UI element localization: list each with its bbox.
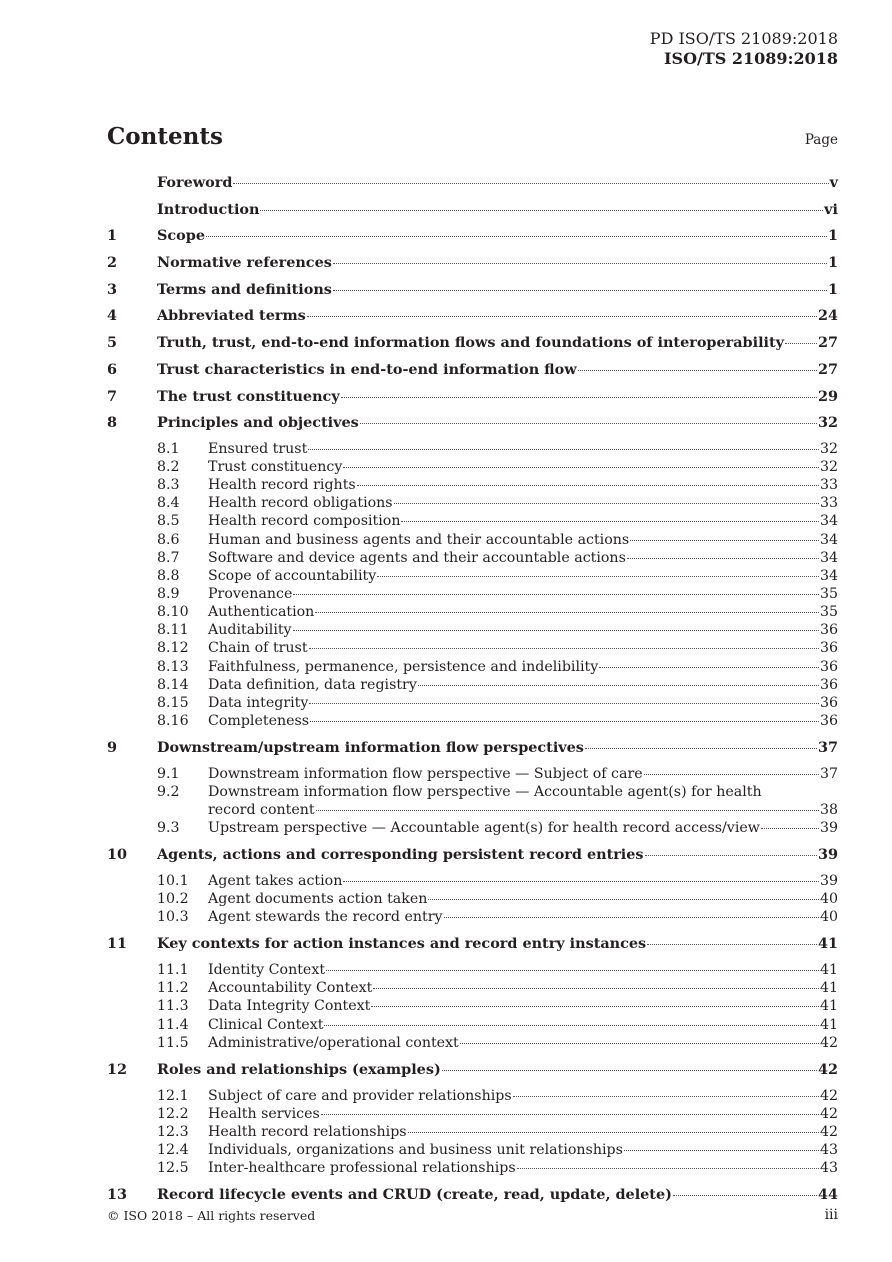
toc-subsection-entry[interactable] [107,477,838,495]
dot-leader [761,828,819,829]
toc-entry-page: 32 [817,414,838,432]
toc-subsection-entry[interactable] [107,568,838,586]
dot-leader [630,540,819,541]
dot-leader [333,263,827,264]
toc-entry-title: Foreword [157,174,233,191]
toc-entry-title: Key contexts for action instances and record entry instances [157,935,647,953]
toc-entry-title: Downstream/upstream information flow perspectives [157,739,584,757]
dot-leader [315,612,819,613]
toc-subsection-entry[interactable] [107,980,838,998]
table-of-contents [107,174,838,1213]
toc-section-entry[interactable] [107,334,838,361]
page-title: Contents [107,123,223,150]
toc-entry-page: 41 [819,962,838,979]
toc-entry-number: 9.3 [157,820,180,837]
toc-entry-title: Agent documents action taken [208,891,428,908]
toc-section-entry[interactable] [107,388,838,415]
document-header [650,29,838,69]
dot-leader [513,1096,819,1097]
toc-entry-title: Abbreviated terms [157,307,306,325]
toc-entry-number: 8.15 [157,694,189,711]
toc-entry-number: 5 [107,334,118,352]
dot-leader [357,485,819,486]
toc-entry-title: Agent stewards the record entry [208,909,443,926]
toc-entry-number: 1 [107,227,118,245]
toc-entry-page: 32 [819,440,838,457]
dot-leader [599,667,819,668]
toc-entry-title: Human and business agents and their accountable actions [208,531,630,548]
toc-entry-title: Authentication [208,604,315,621]
toc-subsection-entry[interactable] [107,586,838,604]
dot-leader [360,423,817,424]
dot-leader [578,370,817,371]
toc-entry-number: 8.1 [157,440,180,457]
toc-subsection-entry[interactable] [107,459,838,477]
dot-leader [321,1114,819,1115]
toc-entry-page: 44 [817,1186,838,1204]
toc-entry-number: 12.3 [157,1123,189,1140]
toc-entry-title: Terms and definitions [157,280,332,298]
toc-entry-number: 8.7 [157,549,180,566]
toc-entry-page: 35 [819,586,838,602]
toc-entry-page: 42 [819,1034,838,1051]
toc-entry-title: Roles and relationships (examples) [157,1060,441,1078]
toc-entry-page: 36 [819,712,838,729]
dot-leader [428,899,819,900]
toc-entry-title: Normative references [157,254,332,272]
dot-leader [627,558,819,559]
dot-leader [585,748,817,749]
toc-entry-number: 3 [107,280,118,298]
toc-subsection-entry[interactable] [107,604,838,622]
toc-entry-page: v [829,174,838,191]
toc-subsection-entry[interactable] [107,1088,838,1106]
toc-entry-page: 1 [827,254,838,272]
toc-entry-title: Health record obligations [208,495,393,512]
toc-subsection-entry[interactable] [107,695,838,713]
toc-entry-title: Ensured trust [208,440,308,457]
dot-leader [316,810,819,811]
toc-subsection-entry[interactable] [107,820,838,838]
toc-entry-number: 12.5 [157,1160,189,1177]
toc-subsection-entry[interactable] [107,873,838,891]
toc-entry-page: 36 [819,676,838,693]
toc-entry-page: 1 [827,280,838,298]
toc-entry-title: Chain of trust [208,640,308,657]
toc-entry-number: 6 [107,360,118,378]
dot-leader [343,467,819,468]
toc-entry-title: Principles and objectives [157,414,359,432]
toc-entry-page: 42 [819,1105,838,1122]
toc-entry-title: Software and device agents and their accountable actions [208,549,626,566]
toc-entry-page: 32 [819,459,838,476]
toc-entry-page: 39 [819,873,838,890]
toc-entry-title: Health services [208,1105,320,1122]
toc-subsection-entry[interactable] [107,1017,838,1035]
dot-leader [341,397,817,398]
toc-entry-title: Inter-healthcare professional relationships [208,1160,516,1177]
toc-entry-title: Data integrity [208,694,309,711]
dot-leader [517,1168,819,1169]
dot-leader [307,316,817,317]
dot-leader [624,1150,819,1151]
toc-entry-title: Subject of care and provider relationships [208,1087,512,1104]
toc-entry-number: 4 [107,307,118,325]
toc-entry-title: Trust constituency [208,459,343,476]
toc-entry-number: 11 [107,935,128,953]
toc-entry-page: 40 [819,909,838,926]
toc-entry-page: 36 [819,694,838,711]
toc-entry-page: 34 [819,531,838,548]
toc-entry-page: 36 [819,658,838,675]
dot-leader [333,290,827,291]
toc-section-entry[interactable] [107,846,838,873]
toc-entry-title: Individuals, organizations and business unit relationships [208,1141,623,1158]
toc-entry-page: 42 [819,1087,838,1104]
toc-entry-number: 8.8 [157,567,180,584]
toc-entry-number: 8.10 [157,604,189,621]
toc-entry-title-continued: record content [208,802,315,819]
toc-entry-number: 11.1 [157,962,189,979]
toc-entry-title: Record lifecycle events and CRUD (create, read, update, delete) [157,1186,672,1204]
toc-entry-page: vi [824,200,838,218]
toc-entry-number: 8.5 [157,513,180,530]
toc-entry-number: 12.4 [157,1141,189,1158]
toc-subsection-entry[interactable] [107,1142,838,1160]
toc-subsection-entry[interactable] [107,622,838,640]
toc-entry-title: Trust characteristics in end-to-end information flow [157,360,577,378]
toc-entry-number: 8.14 [157,676,189,693]
toc-subsection-entry[interactable] [107,766,838,784]
toc-section-entry[interactable] [107,935,838,962]
toc-entry-number: 9.2 [157,783,180,800]
toc-entry-page: 34 [819,549,838,566]
toc-subsection-entry[interactable] [107,1106,838,1124]
toc-subsection-entry[interactable] [107,441,838,459]
dot-leader [324,1025,819,1026]
toc-entry-title: Health record composition [208,513,401,530]
toc-subsection-entry[interactable] [107,640,838,658]
toc-entry-number: 10.3 [157,909,189,926]
toc-entry-page: 36 [819,640,838,657]
dot-leader [293,630,819,631]
toc-subsection-entry[interactable] [107,784,838,802]
toc-entry-title: Health record rights [208,477,356,494]
toc-entry-title: Identity Context [208,962,326,979]
toc-entry-page: 1 [827,227,838,245]
toc-entry-number: 11.4 [157,1016,189,1033]
dot-leader [373,988,819,989]
toc-entry-title: Data definition, data registry [208,676,417,693]
toc-entry-page: 41 [819,1016,838,1033]
toc-subsection-entry[interactable] [107,962,838,980]
toc-entry-title: Upstream perspective — Accountable agent(s) for health record access/view [208,820,760,837]
toc-subsection-entry[interactable] [107,659,838,677]
toc-entry-page: 34 [819,567,838,584]
dot-leader [647,944,817,945]
toc-entry-title: Agent takes action [208,873,343,890]
dot-leader [394,503,819,504]
toc-subsection-entry[interactable] [107,677,838,695]
toc-entry-page: 41 [819,998,838,1015]
dot-leader [377,576,819,577]
toc-entry-page: 38 [819,802,838,819]
toc-section-entry[interactable] [107,414,838,441]
toc-subsection-entry[interactable] [107,909,838,927]
page-column-label: Page [804,132,838,148]
dot-leader [293,594,819,595]
toc-entry-number: 10 [107,846,128,864]
toc-entry-page: 36 [819,622,838,639]
toc-subsection-entry[interactable] [107,532,838,550]
toc-entry-number: 11.3 [157,998,189,1015]
toc-entry-continuation[interactable] [107,802,838,820]
toc-section-entry[interactable] [107,201,838,228]
toc-entry-page: 37 [819,765,838,782]
toc-entry-page: 35 [819,604,838,621]
toc-entry-title: Truth, trust, end-to-end information flows and foundations of interoperability [157,334,785,352]
toc-section-entry[interactable] [107,227,838,254]
toc-entry-number: 12 [107,1060,128,1078]
toc-entry-page: 42 [817,1060,838,1078]
dot-leader [644,774,819,775]
toc-entry-page: 43 [819,1141,838,1158]
toc-subsection-entry[interactable] [107,495,838,513]
toc-entry-title: The trust constituency [157,387,340,405]
toc-entry-title: Administrative/operational context [208,1034,459,1051]
dot-leader [408,1132,819,1133]
toc-entry-page: 39 [819,820,838,837]
toc-entry-title: Accountability Context [208,980,373,997]
toc-entry-number: 11.5 [157,1034,189,1051]
toc-entry-number: 7 [107,387,118,405]
toc-entry-page: 41 [817,935,838,953]
toc-entry-number: 8.12 [157,640,189,657]
toc-entry-title: Agents, actions and corresponding persistent record entries [157,846,644,864]
toc-entry-page: 27 [817,360,838,378]
copyright-footer: © ISO 2018 – All rights reserved [107,1208,316,1223]
toc-entry-page: 27 [817,334,838,352]
toc-entry-title: Data Integrity Context [208,998,371,1015]
dot-leader [645,855,817,856]
toc-entry-page: 33 [819,477,838,494]
toc-entry-number: 10.2 [157,891,189,908]
dot-leader [444,917,819,918]
page-number: iii [824,1207,838,1223]
toc-entry-title: Completeness [208,712,310,729]
toc-subsection-entry[interactable] [107,713,838,731]
toc-section-entry[interactable] [107,174,838,201]
toc-subsection-entry[interactable] [107,998,838,1016]
toc-entry-number: 12.2 [157,1105,189,1122]
toc-section-entry[interactable] [107,281,838,308]
toc-entry-page: 37 [817,739,838,757]
dot-leader [418,685,819,686]
dot-leader [233,183,828,184]
dot-leader [401,521,818,522]
toc-entry-number: 13 [107,1186,128,1204]
toc-entry-page: 29 [817,387,838,405]
toc-section-entry[interactable] [107,1061,838,1088]
toc-subsection-entry[interactable] [107,1124,838,1142]
toc-entry-number: 9.1 [157,765,180,782]
toc-entry-page: 42 [819,1123,838,1140]
toc-entry-number: 8.3 [157,477,180,494]
dot-leader [309,703,819,704]
toc-entry-title: Health record relationships [208,1123,407,1140]
toc-entry-number: 8.4 [157,495,180,512]
toc-entry-title: Clinical Context [208,1016,324,1033]
header-line-2: ISO/TS 21089:2018 [664,49,838,68]
dot-leader [343,881,819,882]
dot-leader [326,970,819,971]
dot-leader [308,449,819,450]
dot-leader [371,1006,819,1007]
toc-subsection-entry[interactable] [107,513,838,531]
toc-section-entry[interactable] [107,739,838,766]
toc-entry-page: 40 [819,891,838,908]
toc-section-entry[interactable] [107,361,838,388]
toc-entry-page: 34 [819,513,838,530]
dot-leader [442,1070,817,1071]
dot-leader [309,648,819,649]
toc-entry-page: 41 [819,980,838,997]
dot-leader [310,721,819,722]
toc-entry-number: 8.9 [157,586,180,602]
toc-entry-page: 24 [817,307,838,325]
toc-subsection-entry[interactable] [107,1160,838,1178]
toc-subsection-entry[interactable] [107,550,838,568]
toc-entry-title: Scope [157,227,205,245]
toc-section-entry[interactable] [107,307,838,334]
toc-entry-number: 11.2 [157,980,189,997]
header-line-1: PD ISO/TS 21089:2018 [649,29,838,48]
toc-entry-number: 8 [107,414,118,432]
toc-entry-title: Auditability [208,622,292,639]
dot-leader [460,1043,819,1044]
toc-entry-number: 8.13 [157,658,189,675]
toc-entry-title: Downstream information flow perspective — Subject of care [208,765,643,782]
dot-leader [785,343,817,344]
toc-entry-number: 8.11 [157,622,189,639]
toc-entry-number: 9 [107,739,118,757]
toc-entry-title: Downstream information flow perspective — Accountable agent(s) for health [208,783,762,800]
toc-section-entry[interactable] [107,254,838,281]
toc-subsection-entry[interactable] [107,1035,838,1053]
toc-entry-page: 43 [819,1160,838,1177]
toc-subsection-entry[interactable] [107,891,838,909]
toc-entry-number: 8.6 [157,531,180,548]
toc-entry-number: 8.2 [157,459,180,476]
toc-entry-number: 8.16 [157,712,189,729]
toc-entry-page: 33 [819,495,838,512]
toc-entry-number: 10.1 [157,873,189,890]
dot-leader [206,236,827,237]
toc-entry-page: 39 [817,846,838,864]
toc-entry-title: Introduction [157,200,260,218]
toc-entry-title: Provenance [208,586,293,602]
toc-entry-number: 2 [107,254,118,272]
dot-leader [260,210,823,211]
toc-entry-title: Scope of accountability [208,567,377,584]
toc-entry-title: Faithfulness, permanence, persistence and indelibility [208,658,599,675]
toc-entry-number: 12.1 [157,1087,189,1104]
dot-leader [673,1195,817,1196]
